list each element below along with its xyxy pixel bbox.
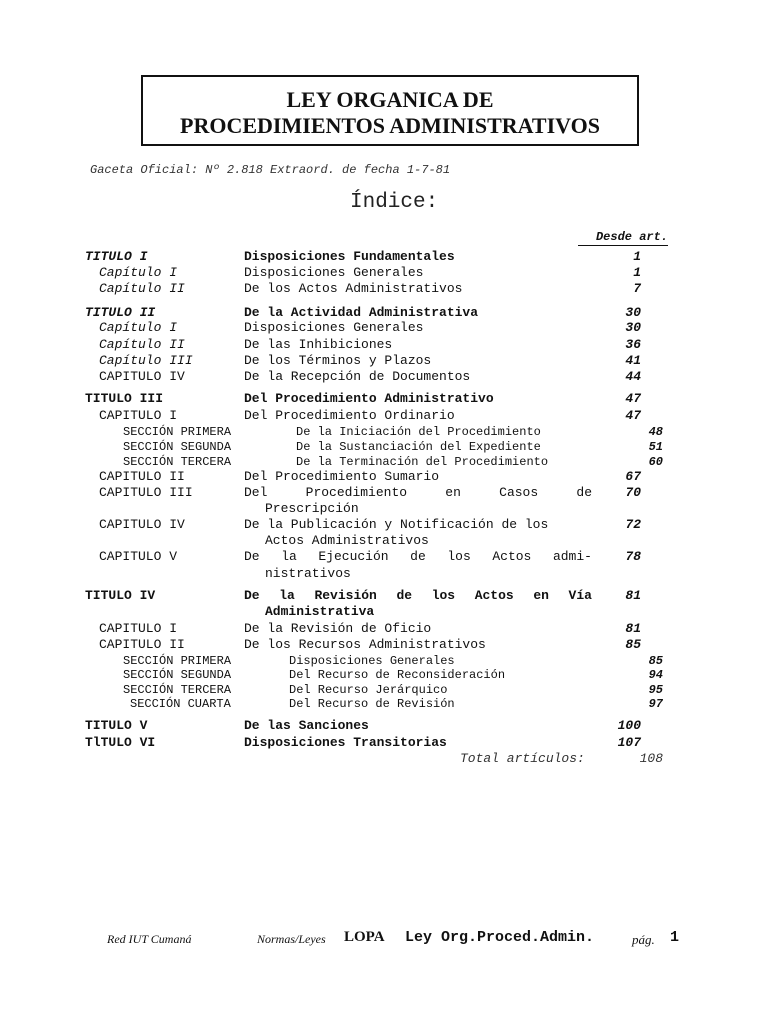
index-row-titulo	[0, 305, 768, 321]
entry-title: Del Recurso de Reconsideración	[289, 668, 506, 682]
title-word: Vía	[568, 588, 592, 603]
entry-article: 41	[625, 353, 641, 368]
entry-label: Capítulo I	[99, 320, 178, 335]
footer-category: Normas/Leyes	[257, 932, 326, 946]
entry-title-justified	[244, 549, 592, 565]
entry-article: 44	[625, 369, 641, 384]
total-label: Total artículos:	[460, 751, 585, 766]
entry-title: Disposiciones Generales	[244, 265, 424, 280]
index-row-titulo	[0, 588, 768, 604]
entry-article: 107	[617, 735, 641, 750]
entry-title-continuation: Actos Administrativos	[265, 533, 429, 548]
entry-label: CAPITULO I	[99, 408, 178, 423]
entry-label: CAPITULO II	[99, 469, 185, 484]
entry-label: CAPITULO V	[99, 549, 178, 564]
entry-title-continuation: nistrativos	[265, 566, 351, 581]
entry-label: CAPITULO IV	[99, 517, 185, 532]
entry-label: TITULO IV	[85, 588, 156, 603]
entry-article: 95	[648, 683, 663, 697]
entry-article: 48	[648, 425, 663, 439]
entry-label: TITULO II	[85, 305, 156, 320]
index-row-seccion	[0, 454, 768, 470]
entry-article: 85	[648, 654, 663, 668]
entry-label: Capítulo II	[99, 281, 185, 296]
entry-article: 7	[633, 281, 641, 296]
title-word: Casos	[499, 485, 539, 500]
entry-title: De los Recursos Administrativos	[244, 637, 486, 652]
index-row-titulo	[0, 735, 768, 751]
document-title-line1: LEY ORGANICA DE	[286, 87, 494, 112]
entry-label: TlTULO VI	[85, 735, 156, 750]
index-row-seccion	[0, 667, 768, 683]
entry-label: SECCIÓN TERCERA	[123, 683, 232, 697]
entry-article: 81	[625, 621, 641, 636]
index-row-titulo	[0, 249, 768, 265]
entry-title-justified	[244, 485, 592, 501]
title-word: admi-	[552, 549, 592, 564]
index-row-capitulo	[0, 621, 768, 637]
entry-label: SECCIÓN PRIMERA	[123, 654, 232, 668]
entry-label: SECCIÓN SEGUNDA	[123, 668, 232, 682]
entry-article: 100	[617, 718, 641, 733]
entry-article: 47	[625, 391, 641, 406]
entry-article: 36	[625, 337, 641, 352]
title-word: en	[533, 588, 549, 603]
entry-article: 30	[625, 305, 641, 320]
index-row-continuation	[0, 501, 768, 517]
entry-label: TITULO V	[85, 718, 148, 733]
entry-title: Disposiciones Generales	[244, 320, 424, 335]
title-word: Actos	[492, 549, 532, 564]
index-row-capitulo	[0, 369, 768, 385]
entry-title: De la Iniciación del Procedimiento	[296, 425, 541, 439]
entry-article: 72	[625, 517, 641, 532]
index-row-capitulo	[0, 281, 768, 297]
entry-title: De la Revisión de Oficio	[244, 621, 432, 636]
title-word: De	[244, 549, 260, 564]
entry-label: Capítulo I	[99, 265, 178, 280]
index-row-capitulo	[0, 549, 768, 565]
entry-title: De la Terminación del Procedimiento	[296, 455, 549, 469]
entry-article: 94	[648, 668, 663, 682]
entry-article: 78	[625, 549, 641, 564]
entry-label: CAPITULO II	[99, 637, 185, 652]
title-word: Revisión	[314, 588, 377, 603]
index-row-capitulo	[0, 265, 768, 281]
entry-title: Disposiciones Generales	[289, 654, 455, 668]
index-row-capitulo	[0, 353, 768, 369]
footer-short-title: Ley Org.Proced.Admin.	[405, 929, 595, 946]
index-row-capitulo	[0, 337, 768, 353]
entry-article: 67	[625, 469, 641, 484]
entry-label: TITULO I	[85, 249, 148, 264]
entry-title-justified	[244, 588, 592, 604]
entry-title: De los Términos y Plazos	[244, 353, 432, 368]
title-word: Del	[244, 485, 268, 500]
entry-label: SECCIÓN TERCERA	[123, 455, 232, 469]
title-word: los	[447, 549, 471, 564]
index-row-capitulo	[0, 637, 768, 653]
footer-source: Red IUT Cumaná	[107, 932, 192, 946]
index-row-seccion	[0, 439, 768, 455]
total-value: 108	[639, 751, 663, 766]
title-word: Ejecución	[318, 549, 389, 564]
entry-label: SECCIÓN CUARTA	[130, 697, 231, 711]
entry-title: Disposiciones Transitorias	[244, 735, 447, 750]
entry-title: De la Sustanciación del Expediente	[296, 440, 541, 454]
index-heading: Índice:	[350, 191, 439, 214]
title-word: Actos	[474, 588, 514, 603]
entry-title: Disposiciones Fundamentales	[244, 249, 455, 264]
index-row-capitulo	[0, 469, 768, 485]
entry-title: De la Recepción de Documentos	[244, 369, 471, 384]
title-word: de	[576, 485, 592, 500]
entry-title: Del Procedimiento Administrativo	[244, 391, 494, 406]
title-word: en	[445, 485, 461, 500]
index-row-continuation	[0, 533, 768, 549]
index-row-titulo	[0, 391, 768, 407]
entry-title: Del Procedimiento Sumario	[244, 469, 440, 484]
title-box	[141, 75, 639, 146]
entry-article: 70	[625, 485, 641, 500]
entry-article: 1	[633, 265, 641, 280]
total-articles-row	[0, 751, 768, 767]
entry-label: CAPITULO I	[99, 621, 178, 636]
entry-article: 47	[625, 408, 641, 423]
column-header-desde-art: Desde art.	[578, 230, 668, 246]
entry-title: Del Recurso de Revisión	[289, 697, 455, 711]
title-word: Procedimiento	[305, 485, 408, 500]
entry-article: 30	[625, 320, 641, 335]
entry-title: Del Procedimiento Ordinario	[244, 408, 455, 423]
footer-page-number: 1	[670, 929, 680, 946]
entry-label: TITULO III	[85, 391, 164, 406]
title-word: la	[281, 549, 297, 564]
index-row-capitulo	[0, 485, 768, 501]
entry-article: 1	[633, 249, 641, 264]
index-row-continuation	[0, 604, 768, 620]
index-row-capitulo	[0, 408, 768, 424]
entry-article: 51	[648, 440, 663, 454]
gazette-reference: Gaceta Oficial: Nº 2.818 Extraord. de fecha 1-7-81	[90, 163, 451, 177]
footer-code: LOPA	[344, 929, 385, 945]
index-row-capitulo	[0, 517, 768, 533]
entry-label: CAPITULO III	[99, 485, 193, 500]
index-row-continuation	[0, 566, 768, 582]
index-row-seccion	[0, 696, 768, 712]
page-footer	[0, 928, 768, 948]
entry-title-continuation: Prescripción	[265, 501, 359, 516]
title-word: la	[279, 588, 295, 603]
entry-label: SECCIÓN SEGUNDA	[123, 440, 232, 454]
index-row-seccion	[0, 424, 768, 440]
title-word: De	[244, 588, 260, 603]
entry-title: Del Recurso Jerárquico	[289, 683, 448, 697]
index-row-capitulo	[0, 320, 768, 336]
entry-label: Capítulo II	[99, 337, 185, 352]
title-word: los	[431, 588, 456, 603]
entry-title: De la Publicación y Notificación de los	[244, 517, 549, 532]
title-word: de	[410, 549, 426, 564]
entry-title-continuation: Administrativa	[265, 604, 375, 619]
entry-title: De la Actividad Administrativa	[244, 305, 479, 320]
entry-title: De las Inhibiciones	[244, 337, 393, 352]
document-title-line2: PROCEDIMIENTOS ADMINISTRATIVOS	[180, 113, 600, 138]
title-word: de	[396, 588, 413, 603]
entry-article: 85	[625, 637, 641, 652]
index-row-titulo	[0, 718, 768, 734]
entry-label: SECCIÓN PRIMERA	[123, 425, 232, 439]
entry-label: Capítulo III	[99, 353, 193, 368]
footer-page-label: pág.	[632, 932, 655, 947]
entry-title: De los Actos Administrativos	[244, 281, 463, 296]
entry-article: 60	[648, 455, 663, 469]
entry-title: De las Sanciones	[244, 718, 369, 733]
entry-article: 97	[648, 697, 663, 711]
entry-article: 81	[625, 588, 641, 603]
entry-label: CAPITULO IV	[99, 369, 185, 384]
